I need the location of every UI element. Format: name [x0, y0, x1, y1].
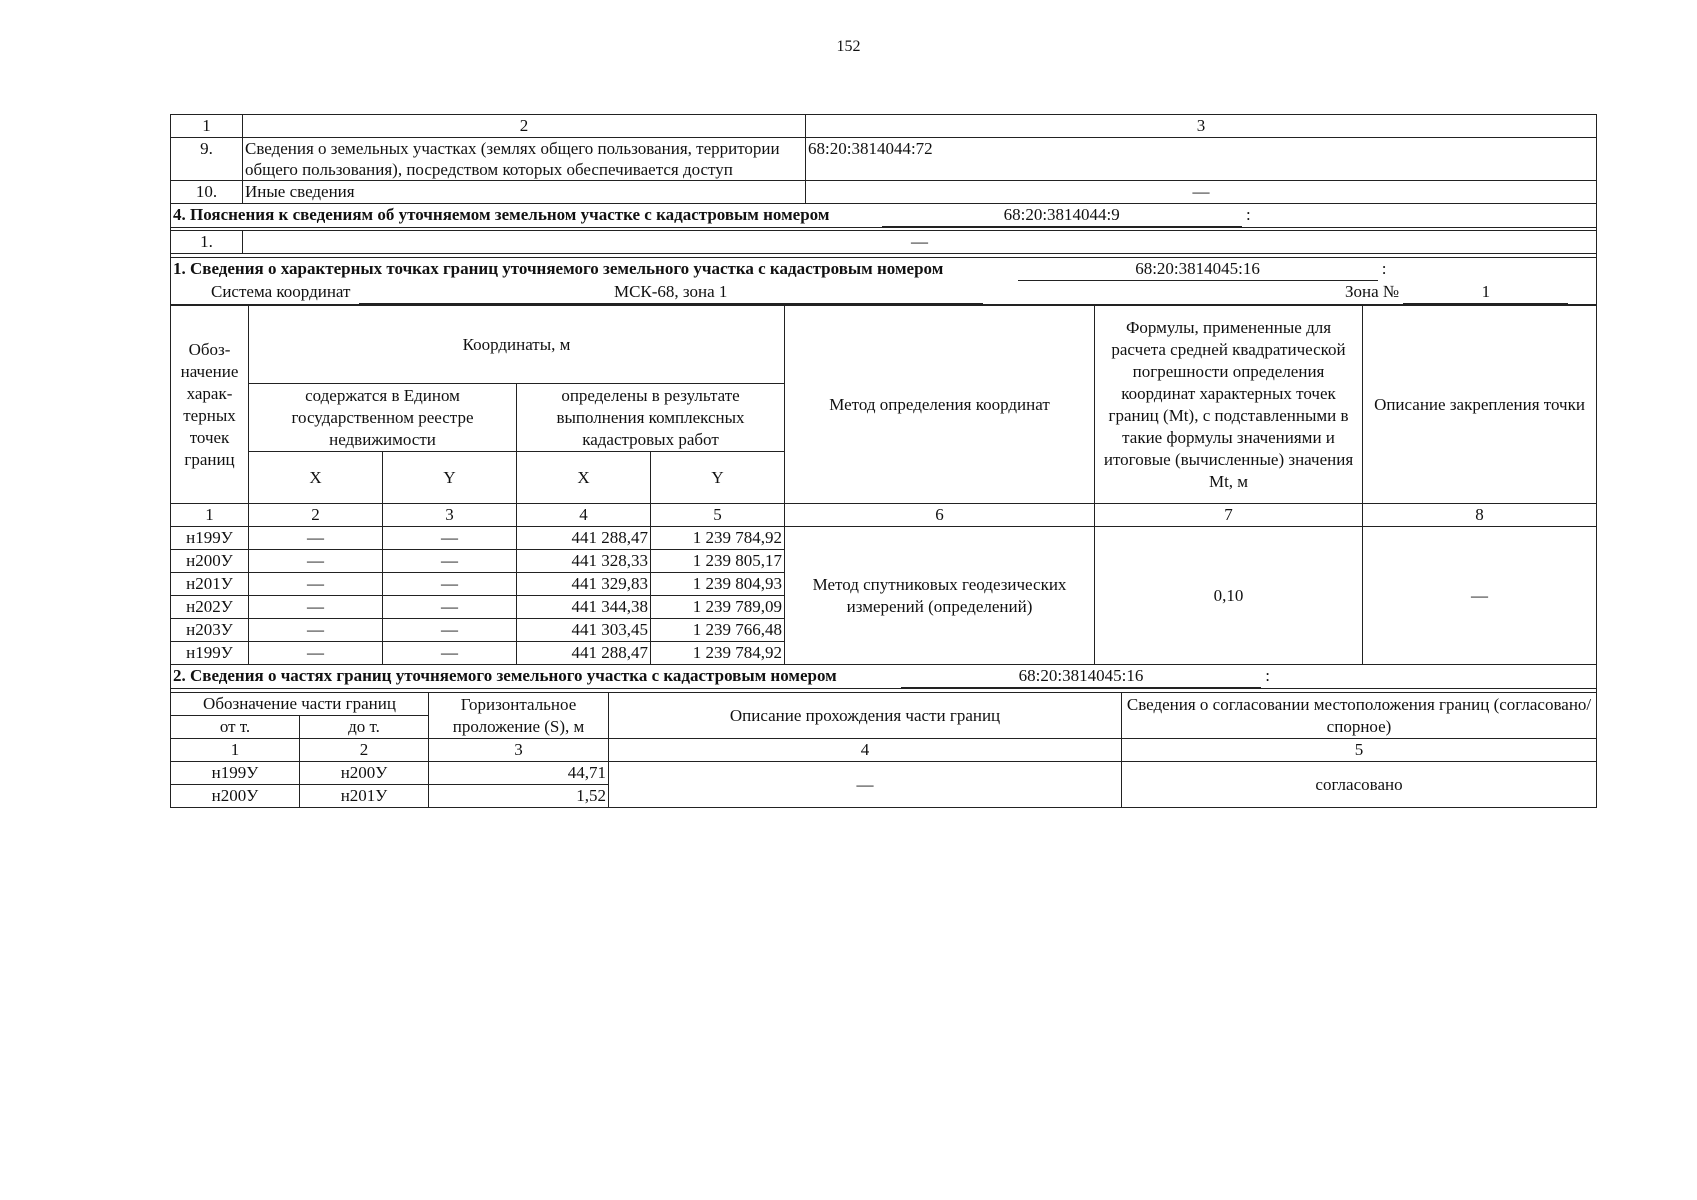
point-name: н202У: [171, 596, 249, 619]
section4-colon: :: [1245, 205, 1251, 224]
section4-row-num: 1.: [171, 231, 243, 254]
kkr-x: 441 328,33: [517, 550, 651, 573]
col-num-5: 5: [651, 504, 785, 527]
section2-colon: :: [1265, 666, 1270, 685]
coord-system-label: Система координат: [211, 282, 351, 301]
kkr-x: 441 288,47: [517, 527, 651, 550]
kkr-y: 1 239 766,48: [651, 619, 785, 642]
top-header-1: 1: [171, 115, 243, 138]
desc-value: —: [1363, 527, 1597, 665]
header-from: от т.: [171, 716, 300, 739]
header-horizontal: Горизонтальное проложение (S), м: [429, 693, 609, 739]
header-agreement: Сведения о согласовании местоположения границ (согласовано/спорное): [1122, 693, 1597, 739]
point-name: н200У: [171, 550, 249, 573]
kkr-x: 441 329,83: [517, 573, 651, 596]
col-num-4: 4: [609, 739, 1122, 762]
part-length: 1,52: [429, 785, 609, 808]
part-to: н200У: [300, 762, 429, 785]
col-num-2: 2: [300, 739, 429, 762]
section1-header: [170, 257, 1597, 305]
coord-system-row: [171, 281, 1597, 305]
egrn-y: —: [383, 527, 517, 550]
egrn-y: —: [383, 642, 517, 665]
zone-label: Зона №: [1344, 282, 1400, 301]
egrn-x: —: [249, 527, 383, 550]
part-length: 44,71: [429, 762, 609, 785]
point-name: н199У: [171, 642, 249, 665]
col-num-3: 3: [429, 739, 609, 762]
header-egrn: содержатся в Едином государственном реестре недвижимости: [249, 384, 517, 452]
row-10-num: 10.: [171, 181, 243, 204]
row-9-label: Сведения о земельных участках (землях общего пользования, территории общего пользования), посредством которых обеспечивается доступ: [243, 138, 806, 181]
egrn-y: —: [383, 573, 517, 596]
section1-title: 1. Сведения о характерных точках границ уточняемого земельного участка с кадастровым номером: [173, 259, 944, 278]
kkr-x: 441 303,45: [517, 619, 651, 642]
coord-system-value: МСК-68, зона 1: [359, 281, 983, 304]
kkr-x: 441 344,38: [517, 596, 651, 619]
top-table: [170, 114, 1597, 228]
section4-cadastral: 68:20:3814044:9: [882, 204, 1242, 227]
header-to: до т.: [300, 716, 429, 739]
col-num-1: 1: [171, 504, 249, 527]
egrn-y: —: [383, 619, 517, 642]
kkr-y: 1 239 805,17: [651, 550, 785, 573]
method-value: Метод спутниковых геодезических измерений (определений): [785, 527, 1095, 665]
section2-cadastral: 68:20:3814045:16: [901, 665, 1261, 688]
section1-title-row: [171, 258, 1597, 282]
kkr-y: 1 239 804,93: [651, 573, 785, 596]
col-num-1: 1: [171, 739, 300, 762]
section2-title: 2. Сведения о частях границ уточняемого земельного участка с кадастровым номером: [173, 666, 837, 685]
kkr-y: 1 239 784,92: [651, 642, 785, 665]
egrn-x: —: [249, 619, 383, 642]
row-9-value: 68:20:3814044:72: [806, 138, 1597, 181]
top-header-3: 3: [806, 115, 1597, 138]
egrn-x: —: [249, 550, 383, 573]
header-formulas: Формулы, примененные для расчета средней квадратической погрешности определения координат характерных точек границ (Mt), с подставленными в такие формулы значениями и итоговые (вычисленные) значения Mt, м: [1095, 306, 1363, 504]
header-x2: X: [517, 452, 651, 504]
document-body: [170, 114, 1597, 808]
agreement-value: согласовано: [1122, 762, 1597, 808]
part-to: н201У: [300, 785, 429, 808]
part-from: н199У: [171, 762, 300, 785]
top-header-2: 2: [243, 115, 806, 138]
kkr-x: 441 288,47: [517, 642, 651, 665]
header-method: Метод определения координат: [785, 306, 1095, 504]
section1-cadastral: 68:20:3814045:16: [1018, 258, 1378, 281]
parts-table: [170, 692, 1597, 808]
col-num-7: 7: [1095, 504, 1363, 527]
table-row: [171, 527, 1597, 550]
col-num-8: 8: [1363, 504, 1597, 527]
section4-table: [170, 230, 1597, 254]
kkr-y: 1 239 784,92: [651, 527, 785, 550]
point-name: н203У: [171, 619, 249, 642]
section4-title-row: [171, 204, 1597, 228]
col-num-3: 3: [383, 504, 517, 527]
header-coordinates: Координаты, м: [249, 306, 785, 384]
header-x1: X: [249, 452, 383, 504]
col-num-6: 6: [785, 504, 1095, 527]
col-num-4: 4: [517, 504, 651, 527]
egrn-x: —: [249, 573, 383, 596]
header-passage: Описание прохождения части границ: [609, 693, 1122, 739]
passage-value: —: [609, 762, 1122, 808]
points-table: [170, 305, 1597, 689]
point-name: н201У: [171, 573, 249, 596]
section1-colon: :: [1381, 259, 1387, 278]
section4-row-value: —: [243, 231, 1597, 254]
col-num-5: 5: [1122, 739, 1597, 762]
header-y1: Y: [383, 452, 517, 504]
zone-value: 1: [1403, 281, 1568, 304]
header-kkr: определены в результате выполнения комплексных кадастровых работ: [517, 384, 785, 452]
row-10-label: Иные сведения: [243, 181, 806, 204]
egrn-y: —: [383, 596, 517, 619]
header-designation: Обоз- начение харак- терных точек границ: [171, 306, 249, 504]
egrn-x: —: [249, 596, 383, 619]
part-from: н200У: [171, 785, 300, 808]
row-9-num: 9.: [171, 138, 243, 181]
page-number: 152: [836, 38, 861, 55]
table-row: [171, 762, 1597, 785]
section2-title-row: [171, 665, 1597, 689]
col-num-2: 2: [249, 504, 383, 527]
kkr-y: 1 239 789,09: [651, 596, 785, 619]
header-description: Описание закрепления точки: [1363, 306, 1597, 504]
section4-title: 4. Пояснения к сведениям об уточняемом земельном участке с кадастровым номером: [173, 205, 830, 224]
point-name: н199У: [171, 527, 249, 550]
header-part: Обозначение части границ: [171, 693, 429, 716]
egrn-y: —: [383, 550, 517, 573]
mt-value: 0,10: [1095, 527, 1363, 665]
row-10-value: —: [806, 181, 1597, 204]
header-y2: Y: [651, 452, 785, 504]
egrn-x: —: [249, 642, 383, 665]
